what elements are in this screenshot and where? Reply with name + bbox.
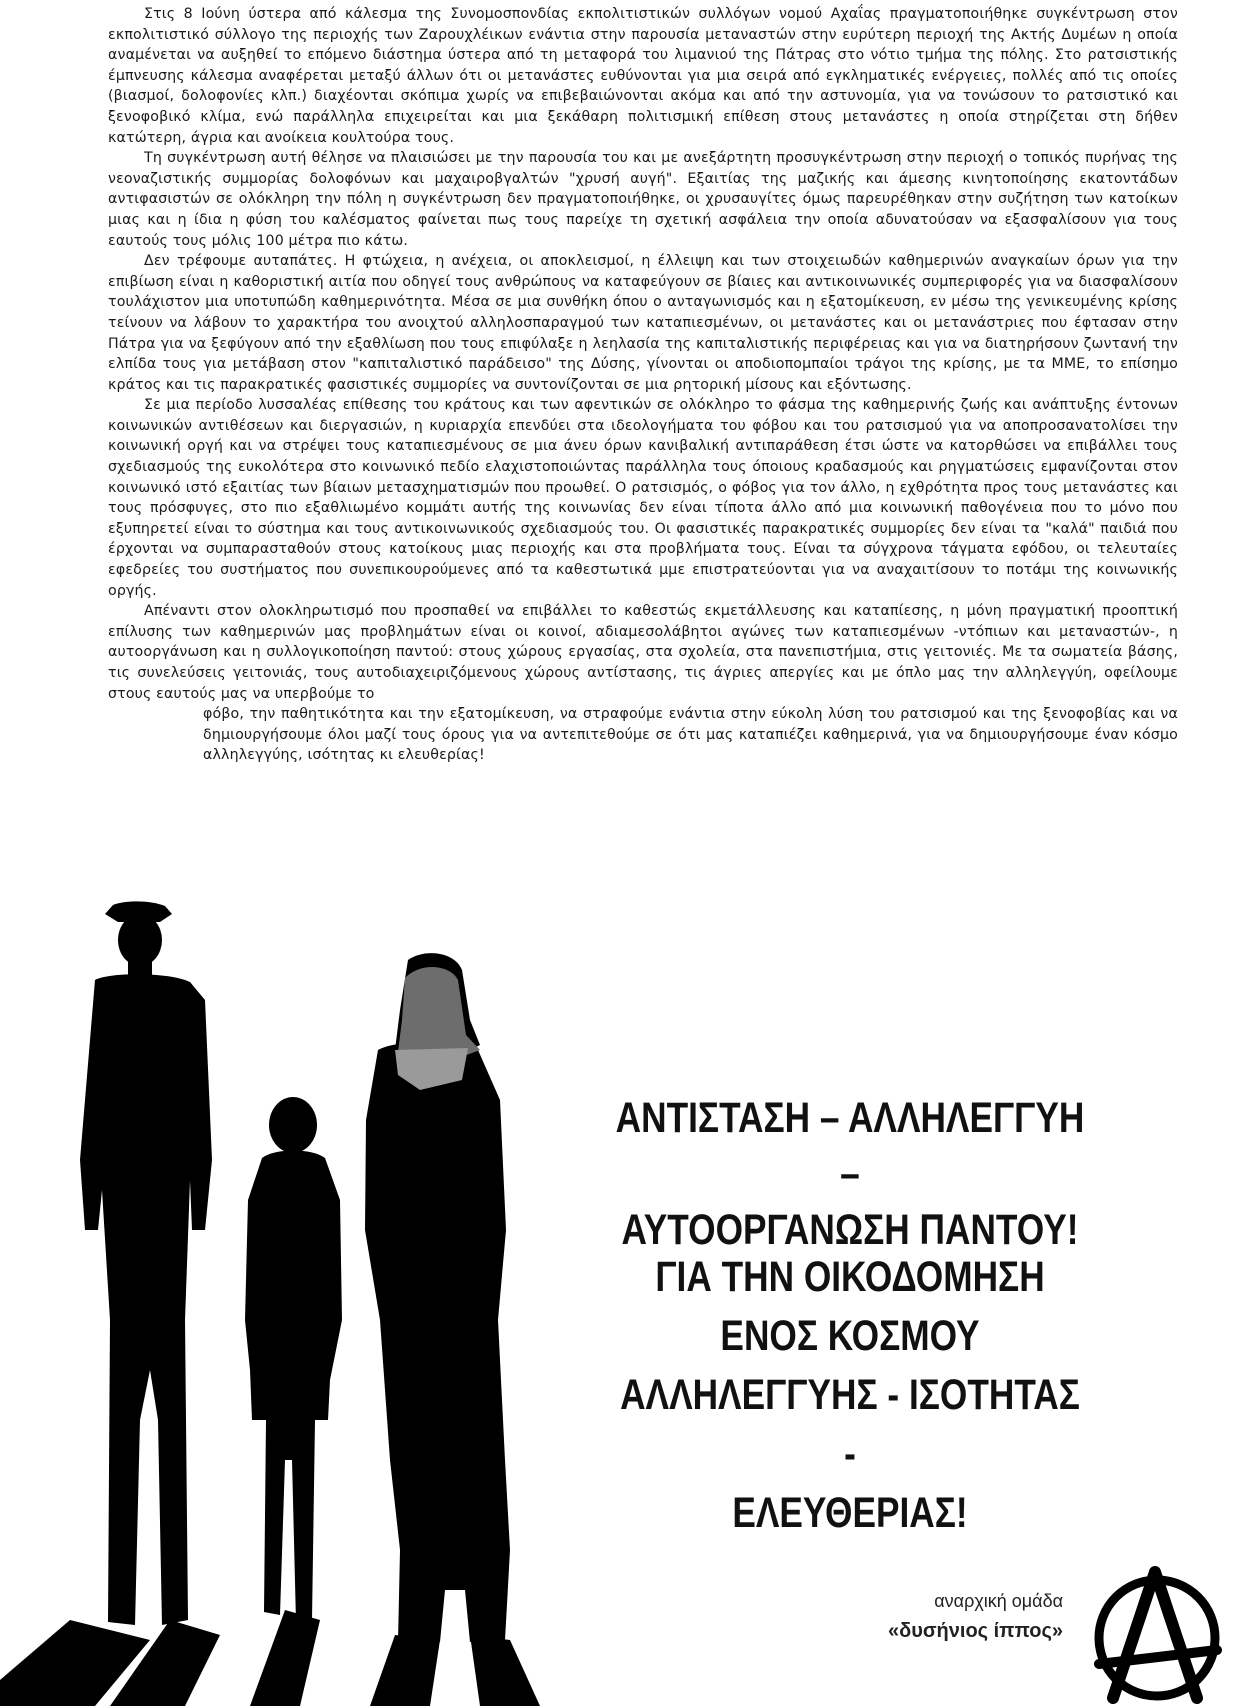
slogan-line-1: ΑΝΤΙΣΤΑΣΗ – ΑΛΛΗΛΕΓΓΥΗ – xyxy=(615,1094,1085,1198)
article-paragraph-final: φόβο, την παθητικότητα και την εξατομίκευση, να στραφούμε ενάντια στην εύκολη λύση του ρατσισμού και της ξενοφοβίας και να δημιουργήσουμε όλοι μαζί τους όρους για να αντεπιτεθούμε σε ότι μας καταπιέζει καθημερινά, για να δημιουργήσουμε έναν κόσμο αλληλεγγύης, ισότητας κι ελευθερίας! xyxy=(203,706,1178,764)
child-silhouette xyxy=(245,1097,342,1622)
slogan-block-1 xyxy=(612,1090,1088,1258)
slogan-line-5: ΑΛΛΗΛΕΓΓΥΗΣ - ΙΣΟΤΗΤΑΣ - xyxy=(620,1371,1080,1478)
article-body xyxy=(108,4,1178,766)
slogan-line-3: ΓΙΑ ΤΗΝ ΟΙΚΟΔΟΜΗΣΗ xyxy=(655,1253,1045,1301)
article-paragraph-5: Απέναντι στον ολοκληρωτισμό που προσπαθεί να επιβάλλει το καθεστώς εκμετάλλευσης και καταπίεσης, η μόνη πραγματική προοπτική επίλυσης των καθημερινών μας προβλημάτων είναι οι κοινοί, αδιαμεσολάβητοι αγώνες των καταπιεσμένων -ντόπιων και μεταναστών-, η αυτοοργάνωση και η συλλογικοποίηση παντού: στους χώρους εργασίας, στα σχολεία, στα πανεπιστήμια, στις γειτονιές. Με τα σωματεία βάσης, τις συνελεύσεις γειτονιάς, τους αυτοδιαχειριζόμενους χώρους αντίστασης, τις άγριες απεργίες και με όπλο μας την αλληλεγγύη, οφείλουμε στους εαυτούς μας να υπερβούμε το xyxy=(108,603,1178,702)
circle-a-anarchy-icon xyxy=(1085,1566,1230,1706)
article-paragraph-2: Τη συγκέντρωση αυτή θέλησε να πλαισιώσει με την παρουσία του και με ανεξάρτητη προσυγκέντρωση στην περιοχή ο τοπικός πυρήνας της νεοναζιστικής συμμορίας δολοφόνων και μαχαιροβγαλτών "χρυσή αυγή". Εξαιτίας της μαζικής και άμεσης κινητοποίησης εκατοντάδων αντιφασιστών σε ολόκληρη την πόλη η συγκέντρωση δεν πραγματοποιήθηκε, οι χρυσαυγίτες όμως παρευρέθηκαν στην συζήτηση των κατοίκων μιας και η ίδια η φύση του καλέσματος φαίνεται πως τους παρείχε τη σχετική ασφάλεια την οποία αδυνατούσαν να εξασφαλίσουν για τους εαυτούς τους μόλις 100 μέτρα πιο κάτω. xyxy=(108,150,1178,249)
group-signature xyxy=(888,1586,1063,1646)
man-silhouette xyxy=(80,901,212,1625)
slogan-line-2: ΑΥΤΟΟΡΓΑΝΩΣΗ ΠΑΝΤΟΥ! xyxy=(621,1206,1079,1254)
article-paragraph-1: Στις 8 Ιούνη ύστερα από κάλεσμα της Συνομοσπονδίας εκπολιτιστικών συλλόγων νομού Αχαΐας πραγματοποιήθηκε συγκέντρωση στον εκπολιτιστικό σύλλογο της περιοχής των Ζαρουχλέικων ενάντια στην παρουσία μεταναστών στην ευρύτερη περιοχή της Ακτής Δυμέων η οποία αναμένεται να αυξηθεί το επόμενο διάστημα ύστερα από τη μεταφορά του λιμανιού της Πάτρας στο νότιο τμήμα της πόλης. Στο ρατσιστικής έμπνευσης κάλεσμα αναφέρεται μεταξύ άλλων ότι οι μετανάστες ευθύνονται για μια σειρά από εγκληματικές ενέργειες, πολλές από τις οποίες (βιασμοί, δολοφονίες κλπ.) διαχέονται σκόπιμα χωρίς να επιβεβαιώνονται ακόμα και από την αστυνομία, για να τονώσουν το ρατσιστικό και ξενοφοβικό κλίμα, ενώ παράλληλα επιχειρείται και μια ξεκάθαρη πολιτισμική επίθεση στους μετανάστες η οποία στηρίζεται στη δήθεν κατώτερη, άγρια και ανοίκεια κουλτούρα τους. xyxy=(108,6,1178,146)
slogan-line-6: ΕΛΕΥΘΕΡΙΑΣ! xyxy=(732,1489,968,1537)
group-type: αναρχική ομάδα xyxy=(934,1591,1063,1611)
group-name: «δυσήνιος ίππος» xyxy=(887,1620,1063,1642)
slogan-block-2 xyxy=(612,1248,1088,1543)
article-paragraph-4: Σε μια περίοδο λυσσαλέας επίθεσης του κράτους και των αφεντικών σε ολόκληρο το φάσμα της καθημερινής ζωής και ανάπτυξης έντονων κοινωνικών αντιθέσεων και διεργασιών, η κυριαρχία επενδύει στα ιδεολογήματα του φόβου και του ρατσισμού για να αποπροσανατολίσει την κοινωνική οργή και να στρέψει τους καταπιεσμένους σε μια άνευ όρων κανιβαλική αντιπαράθεση έτσι ώστε να κατορθώσει να επιβάλλει τους σχεδιασμούς της ευκολότερα στο κοινωνικό πεδίο ελαχιστοποιώντας παράλληλα τους όποιους κραδασμούς και ρηγματώσεις εμφανίζονται στον κοινωνικό ιστό εξαιτίας των βίαιων μετασχηματισμών που προωθεί. Ο ρατσισμός, ο φόβος για τον άλλο, η εχθρότητα προς τους μετανάστες και τους πρόσφυγες, στο πιο εξαθλιωμένο κομμάτι αυτής της κοινωνίας δεν είναι τίποτα άλλο από μια κοινωνική παθογένεια που το μόνο που εξυπηρετεί είναι το σύστημα και τους αντικοινωνικούς σχεδιασμούς του. Οι φασιστικές παρακρατικές συμμορίες δεν είναι τα "καλά" παιδιά που έρχονται να συμπαρασταθούν στους κατοίκους μιας περιοχής και στα προβλήματα τους. Είναι τα σύγχρονα τάγματα εφόδου, οι τελευταίες εφεδρείες του συστήματος που συνεπικουρούμενες από τα καθεστωτικά μμε επιστρατεύονται για να αναχαιτίσουν το ποτάμι της κοινωνικής οργής. xyxy=(108,397,1178,599)
figure-shadows xyxy=(0,1610,540,1706)
silhouette-family-image xyxy=(0,900,620,1706)
article-paragraph-3: Δεν τρέφουμε αυταπάτες. Η φτώχεια, η ανέχεια, οι αποκλεισμοί, η έλλειψη και των στοιχειωδών καθημερινών αναγκαίων όρων για την επιβίωση είναι η καθοριστική αιτία που οδηγεί τους ανθρώπους να καταφεύγουν σε βίαιες και αντικοινωνικές συμπεριφορές για να διασφαλίσουν τουλάχιστον μια υποτυπώδη καθημερινότητα. Μέσα σε μια συνθήκη όπου ο ανταγωνισμός και η εξατομίκευση, εν μέσω της γενικευμένης κρίσης τείνουν να λάβουν το χαρακτήρα του ανοιχτού αλληλοσπαραγμού των καταπιεσμένων, οι μετανάστες και οι μετανάστριες που έφτασαν στην Πάτρα για να ξεφύγουν από την εξαθλίωση που τους επιφύλαξε η λεηλασία της καπιταλιστικής περιφέρειας και για να διατηρήσουν ζωντανή την ελπίδα τους για μετάβαση στον "καπιταλιστικό παράδεισο" της Δύσης, γίνονται οι αποδιοπομπαίοι τράγοι της κρίσης, με τα ΜΜΕ, το επίσημο κράτος και τις παρακρατικές φασιστικές συμμορίες να συντονίζονται σε μια ρητορική μίσους και εξόντωσης. xyxy=(108,253,1178,393)
slogan-line-4: ΕΝΟΣ ΚΟΣΜΟΥ xyxy=(720,1312,980,1360)
